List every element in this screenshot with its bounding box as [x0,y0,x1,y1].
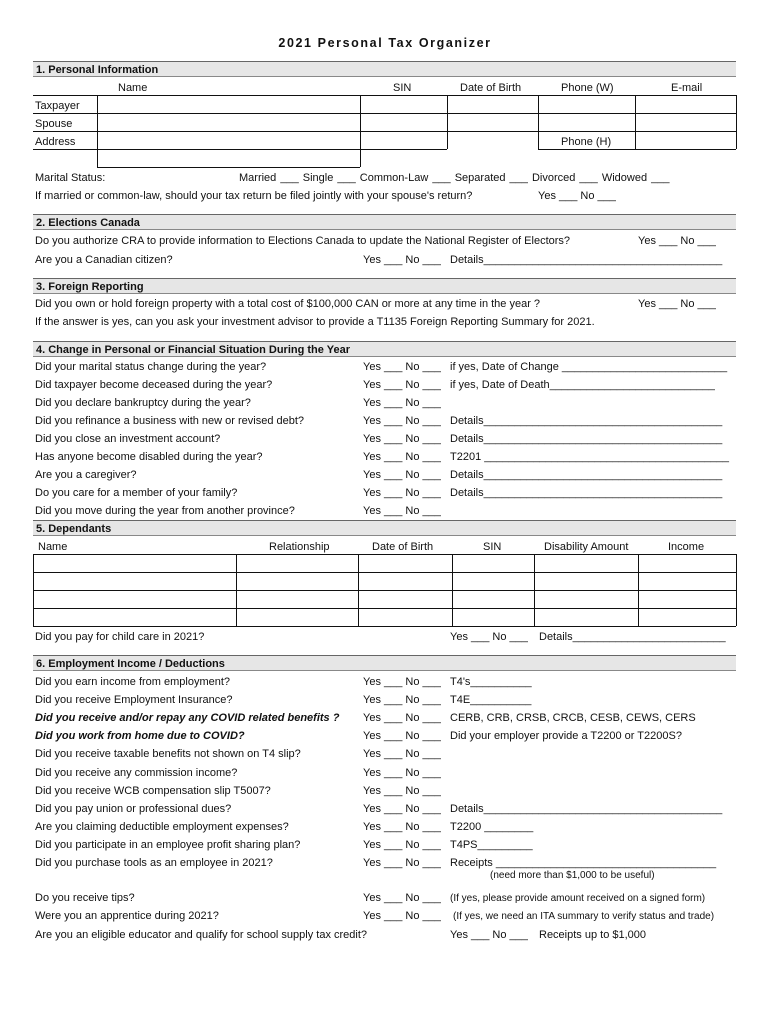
section-header-elections-canada: 2. Elections Canada [33,214,736,230]
educator-question: Are you an eligible educator and qualify for school supply tax credit? [35,929,368,941]
dep-col-sin: SIN [483,541,502,553]
yes-no-field[interactable]: Yes ___ No ___ [363,838,441,851]
question-text: Did you receive Employment Insurance? [35,694,233,707]
yes-no-field[interactable]: Yes ___ No ___ [363,379,441,391]
yes-no-field[interactable]: Yes ___ No ___ [363,487,441,499]
question-text: Did you purchase tools as an employee in 2021? [35,857,273,869]
question-text: Did taxpayer become deceased during the year? [35,379,273,391]
yes-no-field[interactable]: Yes ___ No ___ [363,694,441,707]
citizen-yes-no[interactable]: Yes ___ No ___ [363,254,441,266]
section-header-personal-information: 1. Personal Information [33,61,736,77]
question-text: Did you receive taxable benefits not shown on T4 slip? [35,748,301,761]
row-address: Address [35,136,76,148]
apprentice-question: Were you an apprentice during 2021? [35,910,219,922]
col-dob: Date of Birth [460,82,522,94]
question-text: Do you care for a member of your family? [35,487,238,499]
question-text: Did you refinance a business with new or revised debt? [35,415,305,427]
label-phone-h: Phone (H) [561,136,612,148]
details-field[interactable]: T2201 ________________________________________ [450,451,729,463]
question-text: Did you pay union or professional dues? [35,802,232,815]
yes-no-field[interactable]: Yes ___ No ___ [363,397,441,409]
details-field[interactable]: T4PS_________ [450,838,533,851]
yes-no-field[interactable]: Yes ___ No ___ [363,820,441,833]
question-text: Has anyone become disabled during the year? [35,451,263,463]
dep-col-disability: Disability Amount [544,541,629,553]
col-sin: SIN [393,82,412,94]
question-text: Did you receive WCB compensation slip T5007? [35,784,271,797]
details-field[interactable]: CERB, CRB, CRSB, CRCB, CESB, CEWS, CERS [450,712,696,725]
question-text: Did you work from home due to COVID? [35,730,245,743]
tips-note: (If yes, please provide amount received on a signed form) [450,893,706,904]
citizen-details[interactable]: Details_______________________________________ [450,254,723,266]
question-text: Did your marital status change during the year? [35,361,267,373]
foreign-reporting-note: If the answer is yes, can you ask your investment advisor to provide a T1135 Foreign Reporting Summary for 2021. [35,316,595,328]
details-field[interactable]: Did your employer provide a T2200 or T2200S? [450,730,682,743]
question-text: Are you claiming deductible employment expenses? [35,820,289,833]
details-field[interactable]: T4's__________ [450,676,532,688]
educator-receipts: Receipts up to $1,000 [539,929,647,941]
details-field[interactable]: Receipts ____________________________________ [450,857,717,869]
foreign-property-yes-no[interactable]: Yes ___ No ___ [638,298,716,310]
yes-no-field[interactable]: Yes ___ No ___ [363,433,441,445]
tips-question: Do you receive tips? [35,892,135,904]
dep-col-relationship: Relationship [269,541,330,553]
col-phone-w: Phone (W) [561,82,614,94]
yes-no-field[interactable]: Yes ___ No ___ [363,730,441,743]
details-field[interactable]: Details_______________________________________ [450,802,723,815]
question-text: Did you move during the year from another province? [35,505,295,517]
yes-no-field[interactable]: Yes ___ No ___ [363,505,441,517]
question-text: Did you receive and/or repay any COVID related benefits ? [35,712,340,725]
row-taxpayer: Taxpayer [35,100,80,112]
dep-col-income: Income [668,541,705,553]
elections-yes-no[interactable]: Yes ___ No ___ [638,235,716,247]
joint-filing-yes-no[interactable]: Yes ___ No ___ [538,190,616,202]
yes-no-field[interactable]: Yes ___ No ___ [363,784,441,797]
educator-yes-no[interactable]: Yes ___ No ___ [450,929,528,941]
tools-note: (need more than $1,000 to be useful) [490,870,655,881]
page-title: 2021 Personal Tax Organizer [278,36,492,50]
apprentice-note: (If yes, we need an ITA summary to verify status and trade) [453,911,715,922]
yes-no-field[interactable]: Yes ___ No ___ [363,469,441,481]
childcare-question: Did you pay for child care in 2021? [35,631,205,643]
section-header-employment: 6. Employment Income / Deductions [33,655,736,671]
col-email: E-mail [671,82,703,94]
dep-col-dob: Date of Birth [372,541,434,553]
details-field[interactable]: T4E__________ [450,694,532,707]
childcare-yes-no[interactable]: Yes ___ No ___ [450,631,528,643]
details-field[interactable]: T2200 ________ [450,820,534,833]
details-field[interactable]: Details_______________________________________ [450,487,723,499]
yes-no-field[interactable]: Yes ___ No ___ [363,361,441,373]
marital-status-options[interactable]: Married ___ Single ___ Common-Law ___ Separated ___ Divorced ___ Widowed ___ [239,172,670,184]
question-text: Did you participate in an employee profit sharing plan? [35,838,301,851]
row-spouse: Spouse [35,118,73,130]
joint-filing-question: If married or common-law, should your tax return be filed jointly with your spouse's return? [35,190,473,202]
childcare-details[interactable]: Details_________________________ [539,631,726,643]
yes-no-field[interactable]: Yes ___ No ___ [363,415,441,427]
question-text: Did you declare bankruptcy during the year? [35,397,251,409]
col-name: Name [118,82,148,94]
details-field[interactable]: if yes, Date of Death___________________________ [450,379,715,391]
details-field[interactable]: Details_______________________________________ [450,469,723,481]
details-field[interactable]: Details_______________________________________ [450,415,723,427]
details-field[interactable]: if yes, Date of Change ___________________________ [450,361,728,373]
marital-status-label: Marital Status: [35,172,106,184]
question-text: Did you earn income from employment? [35,676,231,688]
yes-no-field[interactable]: Yes ___ No ___ [363,802,441,815]
yes-no-field[interactable]: Yes ___ No ___ [363,712,441,725]
foreign-property-question: Did you own or hold foreign property with a total cost of $100,000 CAN or more at any time in the year ? [35,298,541,310]
details-field[interactable]: Details_______________________________________ [450,433,723,445]
citizen-question: Are you a Canadian citizen? [35,254,173,266]
yes-no-field[interactable]: Yes ___ No ___ [363,766,441,779]
section-header-change-in-situation: 4. Change in Personal or Financial Situation During the Year [33,341,736,357]
section-header-foreign-reporting: 3. Foreign Reporting [33,278,736,294]
question-text: Did you close an investment account? [35,433,221,445]
yes-no-field[interactable]: Yes ___ No ___ [363,857,441,869]
yes-no-field[interactable]: Yes ___ No ___ [363,676,441,688]
question-text: Are you a caregiver? [35,469,137,481]
yes-no-field[interactable]: Yes ___ No ___ [363,748,441,761]
section-header-dependants: 5. Dependants [33,520,736,536]
elections-question: Do you authorize CRA to provide information to Elections Canada to update the National Register of Electors? [35,235,571,247]
yes-no-field[interactable]: Yes ___ No ___ [363,451,441,463]
tips-yes-no[interactable]: Yes ___ No ___ [363,892,441,904]
apprentice-yes-no[interactable]: Yes ___ No ___ [363,910,441,922]
question-text: Did you receive any commission income? [35,766,238,779]
dep-col-name: Name [38,541,68,553]
